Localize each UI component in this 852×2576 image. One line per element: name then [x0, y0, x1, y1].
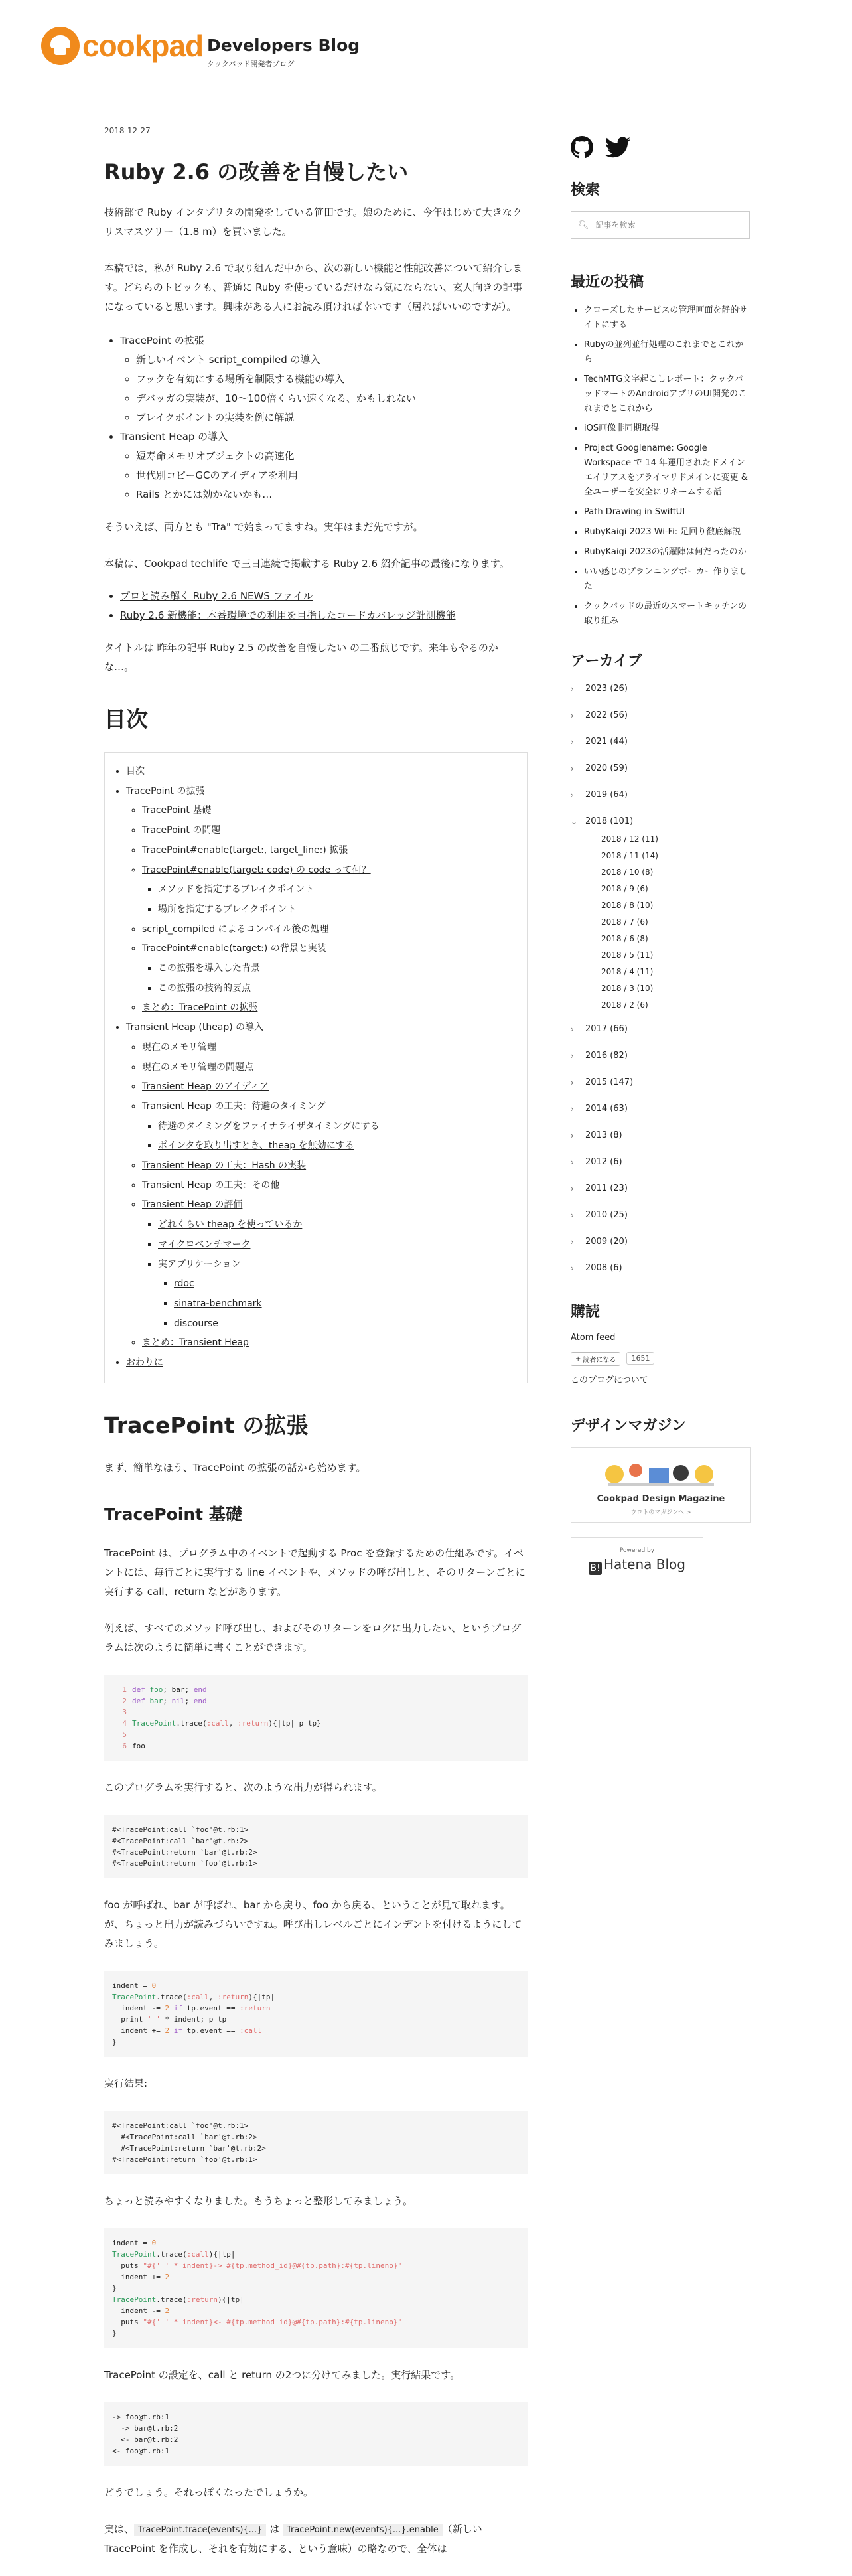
recent-post-link[interactable]: Path Drawing in SwiftUI	[584, 507, 685, 517]
chevron-right-icon: ›	[571, 737, 574, 747]
list-item: • TracePoint の拡張 ◦ 新しいイベント script_compiled の導入 ◦ フックを有効にする場所を制限する機能の導入 ◦ デバッガの実装が、10〜100倍くらい速くなる、かもしれない ◦ ブレイクポイントの実装を例に解説	[120, 331, 528, 427]
list-item	[120, 606, 528, 625]
toc-item: ▪ discourse	[174, 1314, 515, 1334]
archive-month[interactable]: 2018 / 9 (6)	[601, 884, 648, 893]
toc-item: • TracePoint の拡張 ◦ TracePoint 基礎 ◦ TracePoint の問題 ◦ TracePoint#enable(target:, target_line:) 拡張 ◦ TracePoint#enable(target: code) の code って何？ ▪ メソッドを指定するブレイクポイント ▪ 場所を指定するブレイクポイント ◦ script_compiled によるコンパイル後の処理 ◦ TracePoint#enable(target:) の背景と実装 ▪ この拡張を導入した背景 ▪ この拡張の技術的要点 ◦ まとめ：TracePoint の拡張	[126, 782, 515, 1018]
list-item: ◦ 短寿命メモリオブジェクトの高速化	[136, 447, 528, 466]
archive-year-open[interactable]: ⌄ 2018 (101)	[571, 815, 750, 831]
toc-item: • 目次	[126, 762, 515, 782]
toc-item: ▪ この拡張の技術的要点	[158, 979, 515, 999]
magazine-link[interactable]: ウロトのマガジンへ >	[630, 1509, 691, 1516]
toc-item: ▪ sinatra-benchmark	[174, 1294, 515, 1314]
design-magazine-banner[interactable]	[571, 1447, 751, 1523]
subscribe-button[interactable]: + 読者になる	[571, 1352, 620, 1366]
toc-item: ▪ rdoc	[174, 1274, 515, 1294]
list-item	[584, 525, 750, 540]
cookpad-logo[interactable]	[41, 27, 203, 65]
output-block: #<TracePoint:call `foo'@t.rb:1> #<TracePoint:call `bar'@t.rb:2> #<TracePoint:return `bar'@t.rb:2> #<TracePoint:return `foo'@t.rb:1>	[104, 1815, 528, 1878]
list-item: ◦ Rails とかには効かないかも…	[136, 485, 528, 504]
toc-item: ◦ TracePoint の問題	[142, 821, 515, 841]
archive-year[interactable]: › 2008 (6)	[571, 1262, 750, 1288]
list-item: ◦ 新しいイベント script_compiled の導入	[136, 350, 528, 370]
archive-year[interactable]: › 2022 (56)	[571, 709, 750, 735]
list-item	[584, 565, 750, 594]
toc-item: ◦ Transient Heap の工夫：Hash の実装	[142, 1156, 515, 1176]
recent-post-link[interactable]: RubyKaigi 2023 Wi-Fi: 足回り徹底解説	[584, 527, 741, 537]
toc-item: ▪ ポインタを取り出すとき、theap を無効にする	[158, 1136, 515, 1156]
list-item: ◦ デバッガの実装が、10〜100倍くらい速くなる、かもしれない	[136, 389, 528, 408]
chevron-right-icon: ›	[571, 1264, 574, 1273]
related-link[interactable]: プロと読み解く Ruby 2.6 NEWS ファイル	[120, 590, 313, 602]
blog-subtitle: クックパッド開発者ブログ	[207, 60, 295, 68]
code-block: 1 def foo; bar; end 2 def bar; nil; end 3 4 TracePoint.trace(:call, :return){|tp| p tp} 5 6 foo	[104, 1675, 528, 1761]
archive-year[interactable]: › 2012 (6)	[571, 1156, 750, 1182]
archive-year[interactable]: › 2017 (66)	[571, 1023, 750, 1049]
reader-count: 1651	[626, 1352, 654, 1365]
magazine-illustration-icon	[595, 1454, 727, 1494]
paragraph: TracePoint の設定を、call と return の2つに分けてみました。実行結果です。	[104, 2368, 461, 2381]
chevron-right-icon: ›	[571, 1104, 574, 1114]
toc-item: • Transient Heap (theap) の導入 ◦ 現在のメモリ管理 ◦ 現在のメモリ管理の問題点 ◦ Transient Heap のアイディア ◦ Transient Heap の工夫：待避のタイミング ▪ 待避のタイミングをファイナライザタイミングにする ▪ ポインタを取り出すとき、theap を無効にする ◦ Transient Heap の工夫：Hash の実装 ◦ Transient Heap の工夫：その他 ◦ Transient Heap の評価 ▪ どれくらい theap を使っているか ▪ マイクロベンチマーク ▪ 実アプリケーション ▪ rdoc ▪ sinatra-benchmark ▪ discourse ◦ まとめ：Transient Heap	[126, 1018, 515, 1353]
list-item	[584, 372, 750, 416]
article-date[interactable]: 2018-12-27	[104, 126, 151, 135]
article-title[interactable]: Ruby 2.6 の改善を自慢したい	[104, 159, 409, 185]
search-heading: 検索	[571, 182, 601, 198]
toc-item: ▪ どれくらい theap を使っているか	[158, 1215, 515, 1235]
paragraph: このプログラムを実行すると、次のような出力が得られます。	[104, 1781, 382, 1793]
output-block: -> foo@t.rb:1 -> bar@t.rb:2 <- bar@t.rb:2 <- foo@t.rb:1	[104, 2402, 528, 2466]
series-paragraph: 本稿は、Cookpad techlife で三日連続で掲載する Ruby 2.6 紹介記事の最後になります。	[104, 558, 510, 569]
paragraph: ちょっと読みやすくなりました。もうちょっと整形してみましょう。	[104, 2194, 413, 2207]
recent-post-link[interactable]: RubyKaigi 2023の活躍陣は何だったのか	[584, 547, 746, 557]
list-item	[584, 545, 750, 560]
archive-year[interactable]: › 2014 (63)	[571, 1102, 750, 1129]
chevron-right-icon: ›	[571, 1078, 574, 1087]
toc-item: ◦ 現在のメモリ管理の問題点	[142, 1058, 515, 1078]
toc-item: ▪ この拡張を導入した背景	[158, 959, 515, 979]
chevron-right-icon: ›	[571, 1131, 574, 1140]
archive-month[interactable]: 2018 / 2 (6)	[601, 1000, 648, 1010]
archive-month[interactable]: 2018 / 10 (8)	[601, 868, 654, 877]
related-links	[104, 587, 528, 625]
toc-item: ▪ 待避のタイミングをファイナライザタイミングにする	[158, 1117, 515, 1137]
title-paragraph: タイトルは 昨年の記事 Ruby 2.5 の改善を自慢したい の二番煎じです。来年もやるのかな…。	[104, 642, 498, 673]
recent-posts	[571, 303, 750, 629]
recent-heading: 最近の投稿	[571, 274, 644, 291]
archive-year[interactable]: › 2016 (82)	[571, 1049, 750, 1076]
archive-year[interactable]: › 2015 (147)	[571, 1076, 750, 1102]
atom-feed-link[interactable]: Atom feed	[571, 1333, 616, 1343]
toc-item: ▪ メソッドを指定するブレイクポイント	[158, 880, 515, 900]
paragraph: foo が呼ばれ、bar が呼ばれ、bar から戻り、foo から戻る、ということが見て取れます。が、ちょっと出力が読みづらいですね。呼び出しレベルごとにインデントを付けるようにしてみましょう。	[104, 1898, 522, 1949]
site-header	[0, 0, 852, 92]
paragraph: 実は、 TracePoint.trace(events){...} は TracePoint.new(events){...}.enable （新しい TracePoint を作成し、それを有効にする、という意味）の略なので、全体は	[104, 2522, 482, 2555]
toc-item: • おわりに	[126, 1353, 515, 1373]
chevron-right-icon: ›	[571, 1051, 574, 1061]
chevron-right-icon: ›	[571, 1184, 574, 1193]
archive-year[interactable]: › 2023 (26)	[571, 682, 750, 709]
list-item	[584, 338, 750, 367]
related-link[interactable]: Ruby 2.6 新機能：本番環境での利用を目指したコードカバレッジ計測機能	[120, 609, 456, 621]
topic-list	[104, 331, 528, 504]
chevron-down-icon: ⌄	[571, 817, 578, 826]
archive-year[interactable]: › 2013 (8)	[571, 1129, 750, 1156]
code-block: indent = 0 TracePoint.trace(:call, :return){|tp| indent -= 2 if tp.event == :return print ' ' * indent; p tp indent += 2 if tp.event == :call }	[104, 1971, 528, 2057]
twitter-icon[interactable]	[605, 136, 630, 159]
design-heading: デザインマガジン	[571, 1418, 686, 1434]
recent-post-link[interactable]: iOS画像非同期取得	[584, 423, 660, 433]
toc-item: ◦ Transient Heap の工夫：待避のタイミング ▪ 待避のタイミングをファイナライザタイミングにする ▪ ポインタを取り出すとき、theap を無効にする	[142, 1097, 515, 1156]
social-icons	[571, 136, 750, 159]
chevron-right-icon: ›	[571, 1237, 574, 1247]
list-item	[584, 303, 750, 333]
archive-year[interactable]: › 2011 (23)	[571, 1182, 750, 1209]
chevron-right-icon: ›	[571, 711, 574, 720]
list-item	[584, 599, 750, 629]
archive-month[interactable]: 2018 / 4 (11)	[601, 967, 654, 976]
toc-item: ◦ Transient Heap の評価 ▪ どれくらい theap を使っているか ▪ マイクロベンチマーク ▪ 実アプリケーション ▪ rdoc ▪ sinatra-benchmark ▪ discourse	[142, 1195, 515, 1333]
toc-item: ◦ 現在のメモリ管理	[142, 1038, 515, 1058]
sidebar	[571, 136, 750, 1590]
toc-item: ◦ TracePoint 基礎	[142, 801, 515, 821]
chevron-right-icon: ›	[571, 1025, 574, 1034]
about-link[interactable]: このブログについて	[571, 1375, 648, 1385]
toc-item: ◦ TracePoint#enable(target: code) の code って何？ ▪ メソッドを指定するブレイクポイント ▪ 場所を指定するブレイクポイント	[142, 861, 515, 920]
subscribe-heading: 購読	[571, 1304, 601, 1320]
powered-by: Powered by	[619, 1547, 655, 1554]
article	[104, 126, 528, 2576]
recent-post-link[interactable]: いい感じのプランニングポーカー作りました	[584, 567, 748, 591]
archive-month[interactable]: 2018 / 7 (6)	[601, 917, 648, 927]
toc-item: ▪ 実アプリケーション ▪ rdoc ▪ sinatra-benchmark ▪ discourse	[158, 1255, 515, 1334]
hatena-icon: B!	[589, 1562, 602, 1575]
search-box	[571, 211, 750, 239]
section-heading: TracePoint の拡張	[104, 1412, 309, 1438]
blog-title[interactable]: Developers Blog	[207, 36, 360, 55]
plus-icon: +	[575, 1355, 581, 1363]
list-item: • Transient Heap の導入 ◦ 短寿命メモリオブジェクトの高速化 ◦ 世代別コピーGCのアイディアを利用 ◦ Rails とかには効かないかも…	[120, 427, 528, 504]
archive-year[interactable]: › 2019 (64)	[571, 789, 750, 815]
intro-paragraph-1: 技術部で Ruby インタプリタの開発をしている笹田です。娘のために、今年はじめて大きなクリスマスツリー（1.8 m）を買いました。	[104, 206, 522, 238]
recent-post-link[interactable]: Rubyの並列並行処理のこれまでとこれから	[584, 340, 744, 364]
tra-paragraph: そういえば、両方とも "Tra" で始まってますね。実年はまだ先ですが。	[104, 521, 423, 533]
chevron-right-icon: ›	[571, 684, 574, 694]
toc-item: ▪ マイクロベンチマーク	[158, 1235, 515, 1255]
list-item	[584, 441, 750, 500]
hatena-blog-logo: B! Hatena Blog	[571, 1556, 703, 1575]
list-item: ◦ 世代別コピーGCのアイディアを利用	[136, 466, 528, 485]
archive-year[interactable]: › 2010 (25)	[571, 1209, 750, 1235]
archive-month[interactable]: 2018 / 12 (11)	[601, 834, 658, 844]
toc-item: ◦ まとめ：TracePoint の拡張	[142, 998, 515, 1018]
toc-item: ◦ Transient Heap のアイディア	[142, 1077, 515, 1097]
chevron-right-icon: ›	[571, 791, 574, 800]
chevron-right-icon: ›	[571, 1211, 574, 1220]
list-item: ◦ ブレイクポイントの実装を例に解説	[136, 408, 528, 427]
recent-post-link[interactable]: TechMTG文字起こしレポート：クックパッドマートのAndroidアプリのUI開発のこれまでとこれから	[584, 374, 747, 414]
archive-year[interactable]: › 2009 (20)	[571, 1235, 750, 1262]
recent-post-link[interactable]: クローズしたサービスの管理画面を静的サイトにする	[584, 305, 748, 330]
chevron-right-icon: ›	[571, 764, 574, 773]
chevron-right-icon: ›	[571, 1158, 574, 1167]
code-block: indent = 0 TracePoint.trace(:call){|tp| puts "#{' ' * indent}-> #{tp.method_id}@#{tp.path}:#{tp.lineno}" indent += 2 } TracePoint.trace(:return){|tp| indent -= 2 puts "#{' ' * indent}<- #{tp.method_id}@#{tp.path}:#{tp.lineno}" }	[104, 2228, 528, 2348]
github-icon[interactable]	[571, 136, 593, 159]
archive-months	[571, 831, 750, 1014]
reader-row	[571, 1351, 750, 1366]
toc-item: ◦ TracePoint#enable(target:) の背景と実装 ▪ この拡張を導入した背景 ▪ この拡張の技術的要点	[142, 939, 515, 998]
toc-item: ◦ まとめ：Transient Heap	[142, 1333, 515, 1353]
archive-month[interactable]: 2018 / 6 (8)	[601, 934, 648, 943]
output-block: #<TracePoint:call `foo'@t.rb:1> #<TracePoint:call `bar'@t.rb:2> #<TracePoint:return `bar'@t.rb:2> #<TracePoint:return `foo'@t.rb:1>	[104, 2111, 528, 2174]
search-icon: 🔍︎	[578, 220, 589, 230]
paragraph: 実行結果:	[104, 2077, 148, 2089]
logo-text: cookpad	[82, 29, 204, 63]
search-input[interactable]	[595, 220, 743, 230]
intro-paragraph-2: 本稿では，私が Ruby 2.6 で取り組んだ中から、次の新しい機能と性能改善について紹介します。どちらのトピックも、普通に Ruby を使っているだけなら気にならない、玄人向きの記事になっていると思います。興味がある人にお読み頂ければ幸いです（居ればいいのですが）。	[104, 262, 523, 313]
archive-list	[571, 682, 750, 1288]
hatena-blog-badge[interactable]	[571, 1537, 703, 1590]
paragraph: TracePoint は、プログラム中のイベントで起動する Proc を登録するための仕組みです。イベントには、毎行ごとに実行する line イベントや、メソッドの呼び出しと、そのリターンごとに実行する call、return などがあります。	[104, 1547, 526, 1598]
paragraph: 例えば、すべてのメソッド呼び出し、およびそのリターンをログに出力したい、というプログラムは次のように簡単に書くことができます。	[104, 1622, 522, 1653]
archive-month[interactable]: 2018 / 5 (11)	[601, 950, 654, 960]
archive-month[interactable]: 2018 / 8 (10)	[601, 901, 654, 910]
toc-item: ◦ Transient Heap の工夫：その他	[142, 1176, 515, 1196]
table-of-contents	[104, 752, 528, 1383]
toc-item: ◦ TracePoint#enable(target:, target_line:) 拡張	[142, 841, 515, 861]
archive-month[interactable]: 2018 / 11 (14)	[601, 851, 658, 860]
list-item: ◦ フックを有効にする場所を制限する機能の導入	[136, 370, 528, 389]
chef-hat-icon	[41, 27, 80, 65]
archive-year[interactable]: › 2021 (44)	[571, 735, 750, 762]
toc-heading: 目次	[104, 706, 148, 732]
magazine-title: Cookpad Design Magazine	[597, 1494, 725, 1504]
recent-post-link[interactable]: Project Googlename: Google Workspace で 14 年運用されたドメインエイリアスをプライマリドメインに変更 & 全ユーザーを安全にリネームする話	[584, 443, 748, 497]
archive-year[interactable]: › 2020 (59)	[571, 762, 750, 789]
paragraph: どうでしょう。それっぽくなったでしょうか。	[104, 2486, 314, 2498]
toc-item: ▪ 場所を指定するブレイクポイント	[158, 900, 515, 920]
paragraph: まず、簡単なほう、TracePoint の拡張の話から始めます。	[104, 1461, 366, 1474]
list-item	[584, 505, 750, 520]
archive-heading: アーカイブ	[571, 653, 642, 670]
recent-post-link[interactable]: クックパッドの最近のスマートキッチンの取り組み	[584, 601, 747, 626]
list-item	[584, 421, 750, 436]
subsection-heading: TracePoint 基礎	[104, 1504, 242, 1524]
list-item	[120, 587, 528, 606]
archive-month[interactable]: 2018 / 3 (10)	[601, 984, 654, 993]
toc-item: ◦ script_compiled によるコンパイル後の処理	[142, 920, 515, 940]
